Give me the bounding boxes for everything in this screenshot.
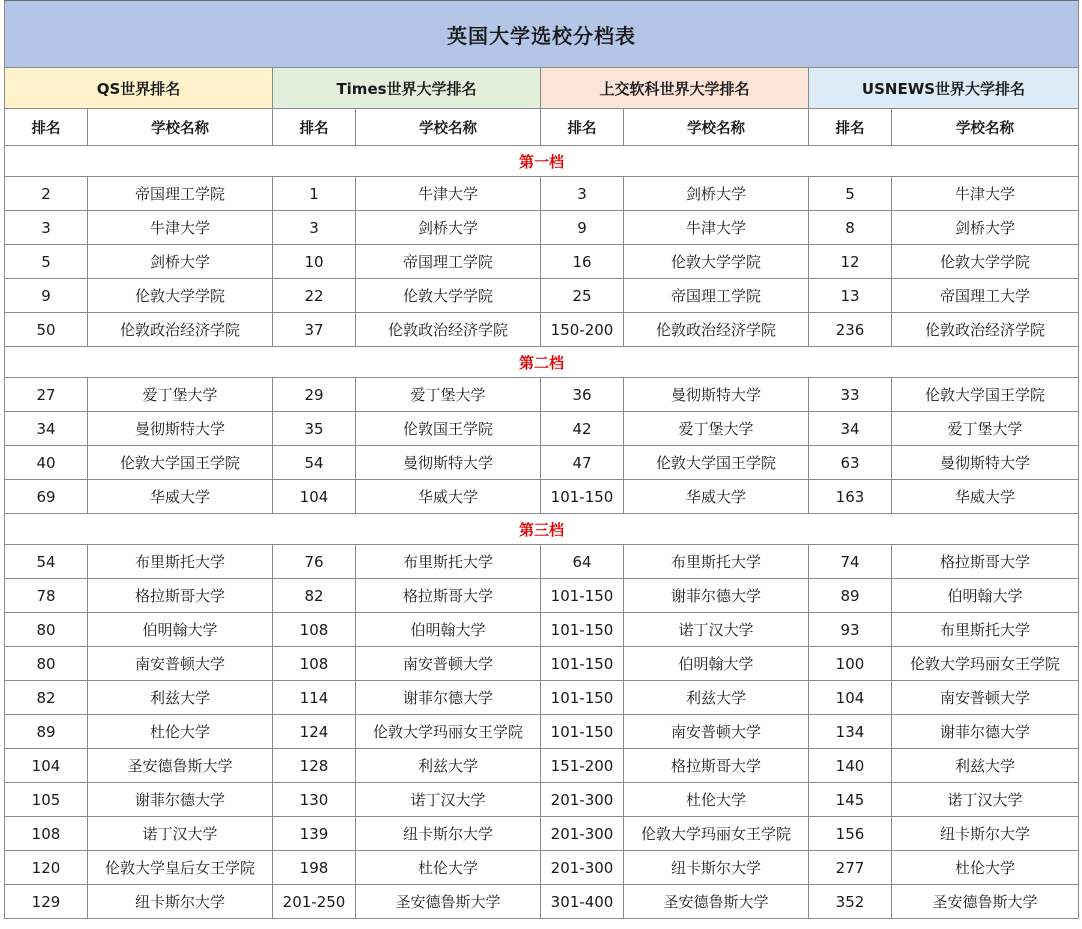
tier-table	[4, 0, 1079, 919]
school-name-cell: 布里斯托大学	[88, 545, 273, 579]
col-header-rank: 排名	[809, 109, 892, 146]
school-name-cell: 曼彻斯特大学	[356, 446, 541, 480]
school-name-cell: 利兹大学	[356, 749, 541, 783]
rank-cell: 104	[809, 681, 892, 715]
rank-cell: 69	[5, 480, 88, 514]
ranking-source-arwu: 上交软科世界大学排名	[541, 68, 809, 109]
school-name-cell: 帝国理工学院	[356, 245, 541, 279]
table-row	[5, 817, 1079, 851]
rank-cell: 93	[809, 613, 892, 647]
tier-row	[5, 146, 1079, 177]
school-name-cell: 伦敦国王学院	[356, 412, 541, 446]
rank-cell: 3	[5, 211, 88, 245]
school-name-cell: 华威大学	[624, 480, 809, 514]
rank-cell: 108	[273, 613, 356, 647]
school-name-cell: 纽卡斯尔大学	[356, 817, 541, 851]
rank-cell: 12	[809, 245, 892, 279]
school-name-cell: 爱丁堡大学	[356, 378, 541, 412]
rank-cell: 104	[273, 480, 356, 514]
school-name-cell: 南安普顿大学	[624, 715, 809, 749]
rank-cell: 130	[273, 783, 356, 817]
col-header-school: 学校名称	[356, 109, 541, 146]
rank-cell: 352	[809, 885, 892, 919]
rank-cell: 3	[541, 177, 624, 211]
rank-cell: 76	[273, 545, 356, 579]
rank-cell: 8	[809, 211, 892, 245]
school-name-cell: 诺丁汉大学	[892, 783, 1079, 817]
rank-cell: 198	[273, 851, 356, 885]
rank-cell: 34	[809, 412, 892, 446]
table-row	[5, 313, 1079, 347]
rank-cell: 236	[809, 313, 892, 347]
rank-cell: 36	[541, 378, 624, 412]
school-name-cell: 利兹大学	[88, 681, 273, 715]
school-name-cell: 曼彻斯特大学	[88, 412, 273, 446]
school-name-cell: 牛津大学	[624, 211, 809, 245]
school-name-cell: 南安普顿大学	[892, 681, 1079, 715]
rank-cell: 201-300	[541, 783, 624, 817]
table-row	[5, 885, 1079, 919]
school-name-cell: 剑桥大学	[624, 177, 809, 211]
school-name-cell: 曼彻斯特大学	[892, 446, 1079, 480]
rank-cell: 37	[273, 313, 356, 347]
school-name-cell: 伦敦大学学院	[88, 279, 273, 313]
school-name-cell: 伦敦大学学院	[624, 245, 809, 279]
table-row	[5, 378, 1079, 412]
rank-cell: 54	[5, 545, 88, 579]
rank-cell: 101-150	[541, 613, 624, 647]
rank-cell: 114	[273, 681, 356, 715]
rank-cell: 163	[809, 480, 892, 514]
rank-cell: 82	[5, 681, 88, 715]
rank-cell: 129	[5, 885, 88, 919]
rank-cell: 16	[541, 245, 624, 279]
rank-cell: 78	[5, 579, 88, 613]
tier-row	[5, 347, 1079, 378]
school-name-cell: 伦敦大学学院	[892, 245, 1079, 279]
school-name-cell: 伯明翰大学	[892, 579, 1079, 613]
rank-cell: 201-250	[273, 885, 356, 919]
school-name-cell: 谢菲尔德大学	[356, 681, 541, 715]
rank-cell: 201-300	[541, 817, 624, 851]
school-name-cell: 帝国理工学院	[88, 177, 273, 211]
rank-cell: 47	[541, 446, 624, 480]
school-name-cell: 爱丁堡大学	[892, 412, 1079, 446]
ranking-source-qs: QS世界排名	[5, 68, 273, 109]
school-name-cell: 伦敦政治经济学院	[624, 313, 809, 347]
table-row	[5, 446, 1079, 480]
school-name-cell: 利兹大学	[624, 681, 809, 715]
school-name-cell: 伯明翰大学	[624, 647, 809, 681]
rank-cell: 9	[5, 279, 88, 313]
rank-cell: 40	[5, 446, 88, 480]
school-name-cell: 伯明翰大学	[356, 613, 541, 647]
school-name-cell: 伦敦大学国王学院	[88, 446, 273, 480]
table-row	[5, 545, 1079, 579]
rank-cell: 89	[809, 579, 892, 613]
rank-cell: 74	[809, 545, 892, 579]
school-name-cell: 谢菲尔德大学	[624, 579, 809, 613]
school-name-cell: 纽卡斯尔大学	[892, 817, 1079, 851]
table-row	[5, 279, 1079, 313]
school-name-cell: 伦敦大学学院	[356, 279, 541, 313]
rank-cell: 3	[273, 211, 356, 245]
school-name-cell: 圣安德鲁斯大学	[624, 885, 809, 919]
rank-cell: 156	[809, 817, 892, 851]
school-name-cell: 伯明翰大学	[88, 613, 273, 647]
school-name-cell: 爱丁堡大学	[88, 378, 273, 412]
school-name-cell: 牛津大学	[356, 177, 541, 211]
school-name-cell: 伦敦政治经济学院	[892, 313, 1079, 347]
table-row	[5, 783, 1079, 817]
rank-cell: 89	[5, 715, 88, 749]
rank-cell: 10	[273, 245, 356, 279]
rank-cell: 13	[809, 279, 892, 313]
table-row	[5, 647, 1079, 681]
rank-cell: 277	[809, 851, 892, 885]
school-name-cell: 南安普顿大学	[88, 647, 273, 681]
rank-cell: 22	[273, 279, 356, 313]
school-name-cell: 剑桥大学	[88, 245, 273, 279]
rank-cell: 134	[809, 715, 892, 749]
school-name-cell: 纽卡斯尔大学	[624, 851, 809, 885]
school-name-cell: 伦敦大学国王学院	[892, 378, 1079, 412]
table-row	[5, 851, 1079, 885]
school-name-cell: 剑桥大学	[356, 211, 541, 245]
rank-cell: 33	[809, 378, 892, 412]
school-name-cell: 格拉斯哥大学	[624, 749, 809, 783]
school-name-cell: 圣安德鲁斯大学	[88, 749, 273, 783]
table-row	[5, 211, 1079, 245]
rank-cell: 34	[5, 412, 88, 446]
school-name-cell: 诺丁汉大学	[356, 783, 541, 817]
col-header-school: 学校名称	[624, 109, 809, 146]
table-row	[5, 245, 1079, 279]
col-header-rank: 排名	[541, 109, 624, 146]
school-name-cell: 伦敦政治经济学院	[356, 313, 541, 347]
rank-cell: 9	[541, 211, 624, 245]
rank-cell: 145	[809, 783, 892, 817]
school-name-cell: 纽卡斯尔大学	[88, 885, 273, 919]
school-name-cell: 格拉斯哥大学	[356, 579, 541, 613]
rank-cell: 2	[5, 177, 88, 211]
rank-cell: 29	[273, 378, 356, 412]
school-name-cell: 爱丁堡大学	[624, 412, 809, 446]
rank-cell: 42	[541, 412, 624, 446]
school-name-cell: 华威大学	[88, 480, 273, 514]
school-name-cell: 圣安德鲁斯大学	[356, 885, 541, 919]
school-name-cell: 诺丁汉大学	[624, 613, 809, 647]
tier-label: 第二档	[5, 347, 1079, 378]
school-name-cell: 伦敦大学玛丽女王学院	[892, 647, 1079, 681]
rank-cell: 64	[541, 545, 624, 579]
school-name-cell: 杜伦大学	[892, 851, 1079, 885]
school-name-cell: 格拉斯哥大学	[892, 545, 1079, 579]
rank-cell: 108	[273, 647, 356, 681]
rank-cell: 301-400	[541, 885, 624, 919]
rank-cell: 105	[5, 783, 88, 817]
rank-cell: 54	[273, 446, 356, 480]
rank-cell: 5	[5, 245, 88, 279]
school-name-cell: 帝国理工学院	[624, 279, 809, 313]
school-name-cell: 格拉斯哥大学	[88, 579, 273, 613]
title-row	[5, 1, 1079, 68]
rank-cell: 35	[273, 412, 356, 446]
school-name-cell: 布里斯托大学	[356, 545, 541, 579]
rank-cell: 151-200	[541, 749, 624, 783]
school-name-cell: 华威大学	[892, 480, 1079, 514]
tier-label: 第三档	[5, 514, 1079, 545]
tier-label: 第一档	[5, 146, 1079, 177]
school-name-cell: 曼彻斯特大学	[624, 378, 809, 412]
rank-cell: 100	[809, 647, 892, 681]
rank-cell: 63	[809, 446, 892, 480]
rank-cell: 80	[5, 647, 88, 681]
rank-cell: 101-150	[541, 579, 624, 613]
rank-cell: 140	[809, 749, 892, 783]
school-name-cell: 诺丁汉大学	[88, 817, 273, 851]
ranking-source-usnews: USNEWS世界大学排名	[809, 68, 1079, 109]
school-name-cell: 牛津大学	[892, 177, 1079, 211]
col-header-school: 学校名称	[88, 109, 273, 146]
rank-cell: 120	[5, 851, 88, 885]
sheet-title: 英国大学选校分档表	[5, 1, 1079, 68]
school-tier-sheet	[4, 0, 1078, 919]
school-name-cell: 伦敦大学皇后女王学院	[88, 851, 273, 885]
rank-cell: 27	[5, 378, 88, 412]
school-name-cell: 圣安德鲁斯大学	[892, 885, 1079, 919]
col-header-rank: 排名	[273, 109, 356, 146]
rank-cell: 1	[273, 177, 356, 211]
ranking-source-times: Times世界大学排名	[273, 68, 541, 109]
school-name-cell: 杜伦大学	[356, 851, 541, 885]
school-name-cell: 布里斯托大学	[624, 545, 809, 579]
school-name-cell: 杜伦大学	[88, 715, 273, 749]
rank-cell: 139	[273, 817, 356, 851]
school-name-cell: 伦敦大学国王学院	[624, 446, 809, 480]
column-header-row	[5, 109, 1079, 146]
school-name-cell: 牛津大学	[88, 211, 273, 245]
col-header-school: 学校名称	[892, 109, 1079, 146]
rank-cell: 101-150	[541, 715, 624, 749]
table-row	[5, 749, 1079, 783]
rank-cell: 201-300	[541, 851, 624, 885]
school-name-cell: 布里斯托大学	[892, 613, 1079, 647]
rank-cell: 25	[541, 279, 624, 313]
rank-cell: 108	[5, 817, 88, 851]
rank-cell: 82	[273, 579, 356, 613]
school-name-cell: 伦敦大学玛丽女王学院	[356, 715, 541, 749]
table-row	[5, 579, 1079, 613]
table-row	[5, 480, 1079, 514]
rank-cell: 124	[273, 715, 356, 749]
rank-cell: 128	[273, 749, 356, 783]
table-row	[5, 715, 1079, 749]
table-row	[5, 613, 1079, 647]
school-name-cell: 伦敦大学玛丽女王学院	[624, 817, 809, 851]
col-header-rank: 排名	[5, 109, 88, 146]
rank-cell: 101-150	[541, 681, 624, 715]
rank-cell: 5	[809, 177, 892, 211]
school-name-cell: 谢菲尔德大学	[892, 715, 1079, 749]
rank-cell: 150-200	[541, 313, 624, 347]
school-name-cell: 谢菲尔德大学	[88, 783, 273, 817]
tier-row	[5, 514, 1079, 545]
rank-cell: 101-150	[541, 647, 624, 681]
rank-cell: 101-150	[541, 480, 624, 514]
school-name-cell: 华威大学	[356, 480, 541, 514]
table-row	[5, 412, 1079, 446]
school-name-cell: 伦敦政治经济学院	[88, 313, 273, 347]
rank-cell: 104	[5, 749, 88, 783]
ranking-source-row	[5, 68, 1079, 109]
school-name-cell: 南安普顿大学	[356, 647, 541, 681]
rank-cell: 80	[5, 613, 88, 647]
school-name-cell: 利兹大学	[892, 749, 1079, 783]
school-name-cell: 剑桥大学	[892, 211, 1079, 245]
school-name-cell: 帝国理工大学	[892, 279, 1079, 313]
table-row	[5, 681, 1079, 715]
rank-cell: 50	[5, 313, 88, 347]
school-name-cell: 杜伦大学	[624, 783, 809, 817]
table-row	[5, 177, 1079, 211]
